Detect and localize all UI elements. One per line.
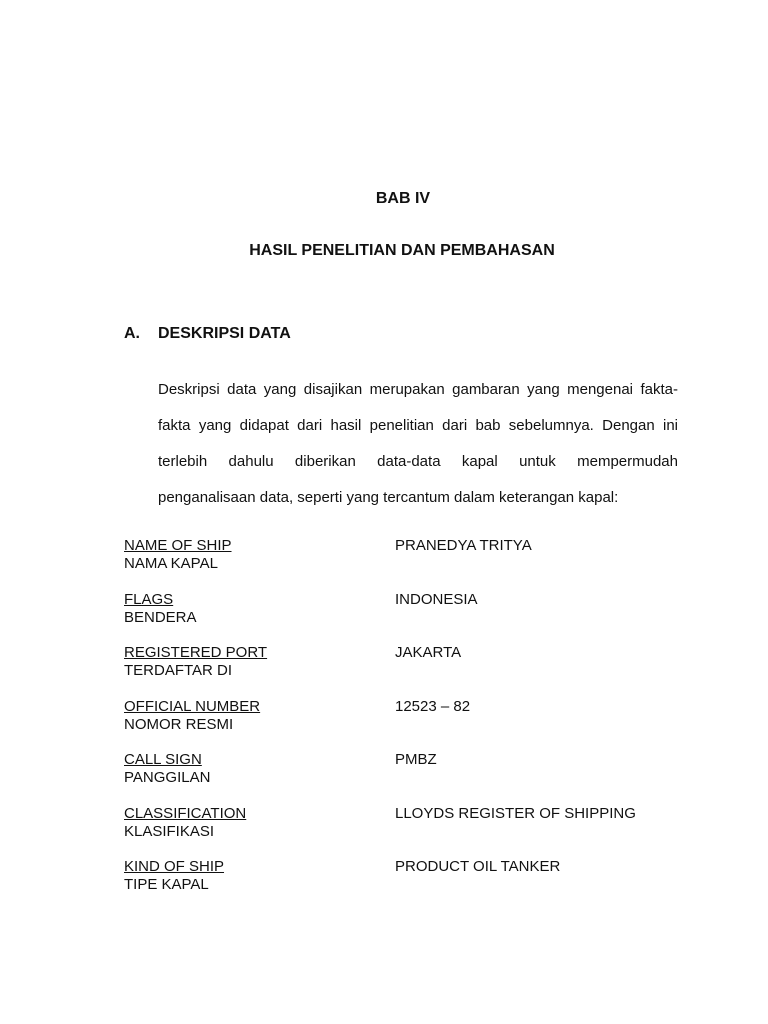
detail-value: PMBZ bbox=[395, 751, 437, 768]
chapter-title: HASIL PENELITIAN DAN PEMBAHASAN bbox=[249, 242, 555, 259]
label-english: REGISTERED PORT bbox=[124, 644, 268, 661]
section-heading bbox=[124, 325, 291, 343]
chapter-heading: BAB IV bbox=[375, 190, 431, 207]
ship-detail-row bbox=[124, 805, 684, 859]
label-english: OFFICIAL NUMBER bbox=[124, 697, 261, 715]
body-paragraph bbox=[158, 372, 678, 516]
section-title: DESKRIPSI DATA bbox=[158, 325, 291, 342]
paragraph-line: fakta yang didapat dari hasil penelitian dari bab sebelumnya. Dengan ini bbox=[158, 417, 678, 434]
label-indonesian: NAMA KAPAL bbox=[124, 555, 218, 572]
ship-detail-row bbox=[124, 644, 684, 698]
label-indonesian: BENDERA bbox=[124, 608, 197, 626]
label-indonesian: PANGGILAN bbox=[124, 769, 211, 786]
detail-value: JAKARTA bbox=[395, 644, 462, 661]
label-english: NAME OF SHIP bbox=[124, 537, 232, 554]
ship-detail-row bbox=[124, 698, 684, 752]
paragraph-line: terlebih dahulu diberikan data-data kapal untuk mempermudah bbox=[158, 453, 678, 470]
label-english: CALL SIGN bbox=[124, 751, 202, 768]
label-english: CLASSIFICATION bbox=[124, 804, 247, 822]
label-indonesian: TIPE KAPAL bbox=[124, 876, 209, 893]
ship-details-table bbox=[124, 537, 684, 912]
label-english: FLAGS bbox=[124, 590, 174, 608]
label-indonesian: TERDAFTAR DI bbox=[124, 662, 233, 679]
ship-detail-row bbox=[124, 591, 684, 645]
label-english: KIND OF SHIP bbox=[124, 858, 225, 875]
detail-value: PRANEDYA TRITYA bbox=[395, 537, 532, 554]
detail-value: PRODUCT OIL TANKER bbox=[395, 858, 561, 875]
paragraph-line: penganalisaan data, seperti yang tercantum dalam keterangan kapal: bbox=[158, 489, 619, 506]
paragraph-line: Deskripsi data yang disajikan merupakan gambaran yang mengenai fakta- bbox=[158, 381, 678, 398]
label-indonesian: NOMOR RESMI bbox=[124, 715, 234, 733]
section-number: A. bbox=[124, 325, 140, 342]
label-indonesian: KLASIFIKASI bbox=[124, 822, 215, 840]
detail-value: LLOYDS REGISTER OF SHIPPING bbox=[395, 804, 636, 822]
ship-detail-row bbox=[124, 751, 684, 805]
detail-value: 12523 – 82 bbox=[395, 697, 471, 715]
ship-detail-row bbox=[124, 858, 684, 912]
ship-detail-row bbox=[124, 537, 684, 591]
detail-value: INDONESIA bbox=[395, 590, 478, 608]
